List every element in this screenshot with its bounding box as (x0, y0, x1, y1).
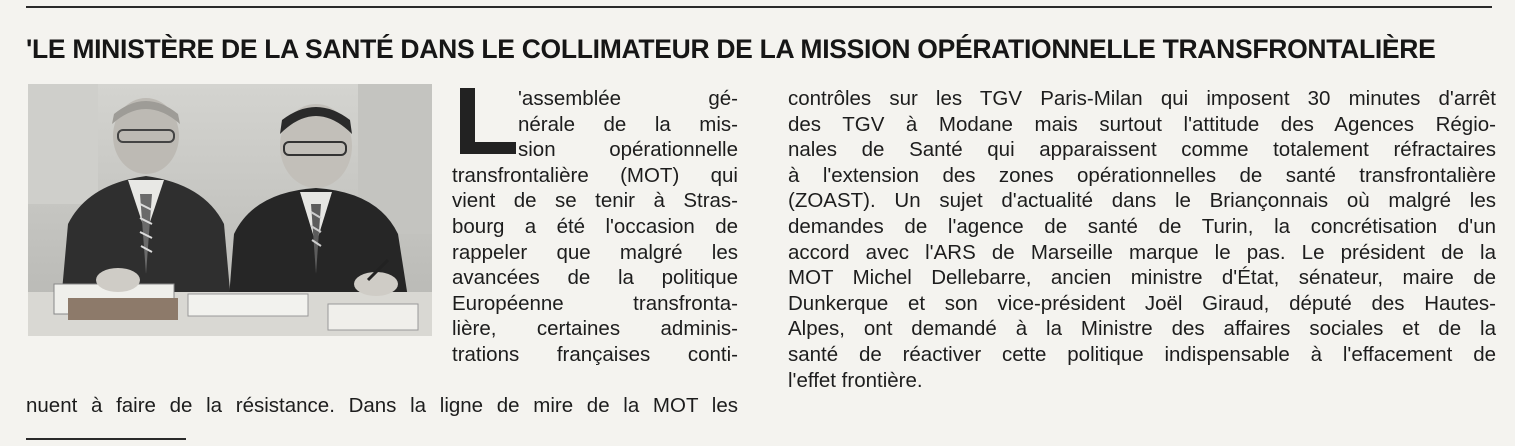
right-column (788, 86, 1496, 393)
text-line: (ZOAST). Un sujet d'actualité dans le Briançonnais où malgré les (788, 189, 1496, 213)
photo-two-men-signing (28, 84, 432, 336)
text-line: sion opérationnelle (518, 138, 738, 162)
text-line: MOT Michel Dellebarre, ancien ministre d'État, sénateur, maire de (788, 266, 1496, 290)
text-line: 'assemblée gé- (518, 87, 738, 110)
text-line: accord avec l'ARS de Marseille marque le pas. Le président de la (788, 240, 1496, 264)
text-line: nérale de la mis- (518, 112, 738, 136)
left-column (452, 86, 738, 368)
text-line: Dunkerque et son vice-président Joël Giraud, député des Hautes- (788, 291, 1496, 315)
spanning-text-line: nuent à faire de la résistance. Dans la ligne de mire de la MOT les (26, 394, 738, 417)
text-line: demandes de l'agence de santé de Turin, la concrétisation d'un (788, 214, 1496, 238)
text-line: lière, certaines adminis- (452, 317, 738, 341)
text-line: transfrontalière (MOT) qui (452, 163, 738, 187)
bottom-rule (26, 438, 186, 440)
article-photo (28, 84, 432, 336)
top-rule (26, 6, 1492, 8)
headline: 'LE MINISTÈRE DE LA SANTÉ DANS LE COLLIMATEUR DE LA MISSION OPÉRATIONNELLE TRANSFRONTALIÈRE (26, 34, 1436, 64)
text-line: avancées de la politique (452, 266, 738, 290)
text-line: Européenne transfronta- (452, 291, 738, 315)
text-line: à l'extension des zones opérationnelles de santé transfrontalière (788, 163, 1496, 187)
text-line: contrôles sur les TGV Paris-Milan qui imposent 30 minutes d'arrêt (788, 87, 1496, 110)
text-line: bourg a été l'occasion de (452, 214, 738, 238)
text-line: des TGV à Modane mais surtout l'attitude des Agences Régio- (788, 112, 1496, 136)
text-line: trations françaises conti- (452, 342, 738, 366)
text-line: l'effet frontière. (788, 368, 923, 392)
text-line: Alpes, ont demandé à la Ministre des affaires sociales et de la (788, 317, 1496, 341)
text-line: vient de se tenir à Stras- (452, 189, 738, 213)
text-line: rappeler que malgré les (452, 240, 738, 264)
text-line: nales de Santé qui apparaissent comme totalement réfractaires (788, 138, 1496, 162)
text-line: santé de réactiver cette politique indispensable à l'effacement de (788, 342, 1496, 366)
